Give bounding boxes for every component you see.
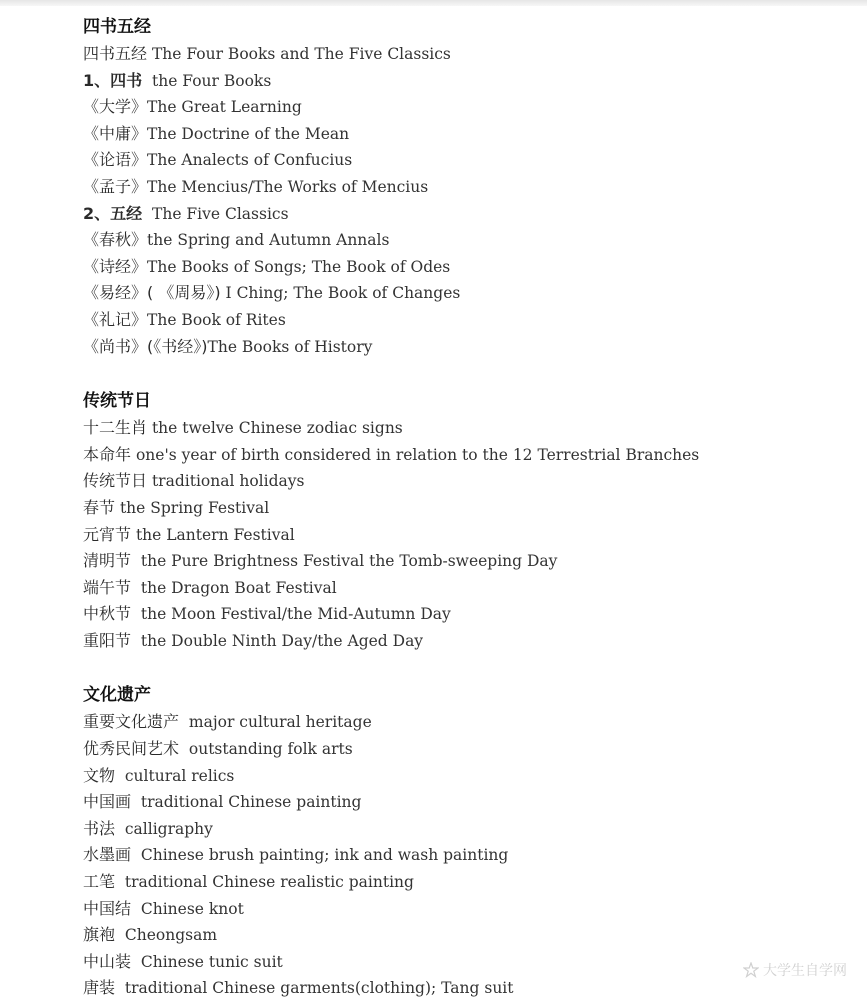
list-item	[83, 94, 843, 121]
entry-chinese: 《中庸》	[83, 123, 148, 143]
list-item	[83, 628, 843, 655]
entry-chinese: 清明节	[83, 551, 132, 571]
section-traditional-festivals	[83, 388, 843, 654]
list-item	[83, 334, 843, 361]
entry-english: the Spring and Autumn Annals	[147, 231, 390, 250]
top-divider	[0, 0, 867, 6]
entry-english: one's year of birth considered in relation to the 12 Terrestrial Branches	[135, 445, 700, 464]
entry-chinese: 旗袍	[83, 925, 116, 945]
list-item	[83, 174, 843, 201]
entry-chinese: 1、四书	[83, 70, 143, 90]
entry-english: the Moon Festival/the Mid-Autumn Day	[140, 605, 451, 624]
entry-chinese: 中国结	[83, 898, 132, 918]
entry-chinese: 《诗经》	[83, 256, 148, 276]
star-logo-icon	[743, 962, 759, 978]
entry-english: The Analects of Confucius	[147, 151, 353, 170]
entry-chinese: 《礼记》	[83, 309, 148, 329]
list-item	[83, 307, 843, 334]
section-cultural-heritage	[83, 682, 843, 1002]
list-item	[83, 709, 843, 736]
entry-chinese: 四书五经	[83, 44, 148, 63]
entry-english: the Dragon Boat Festival	[140, 578, 337, 597]
entry-english: Chinese tunic suit	[140, 952, 283, 971]
list-item	[83, 763, 843, 790]
entry-chinese: 《大学》	[83, 97, 148, 117]
entry-chinese: 重阳节	[83, 630, 132, 650]
entry-chinese: 中山装	[83, 951, 132, 971]
list-item	[83, 789, 843, 816]
entry-english: the Double Ninth Day/the Aged Day	[140, 631, 424, 650]
list-item	[83, 736, 843, 763]
entry-english: cultural relics	[124, 766, 235, 785]
entry-english: Chinese knot	[140, 899, 244, 918]
entry-chinese: 十二生肖	[83, 418, 148, 438]
entry-chinese: 本命年	[83, 444, 132, 464]
entry-english: the twelve Chinese zodiac signs	[151, 419, 403, 438]
entry-english: the Spring Festival	[119, 498, 270, 517]
entry-chinese: 元宵节	[83, 524, 132, 544]
list-item	[83, 147, 843, 174]
list-item	[83, 121, 843, 148]
entry-english: The Four Books and The Five Classics	[151, 45, 451, 63]
entry-english: Chinese brush painting; ink and wash painting	[140, 846, 509, 865]
entry-english: major cultural heritage	[188, 713, 372, 732]
entry-english: calligraphy	[124, 819, 213, 838]
list-item	[83, 227, 843, 254]
entry-chinese: 中秋节	[83, 604, 132, 624]
list-item	[83, 495, 843, 522]
entry-english: The Mencius/The Works of Mencius	[147, 177, 429, 196]
watermark-text: 大学生自学网	[763, 963, 847, 979]
section-title: 文化遗产	[83, 685, 151, 706]
section-four-books-five-classics	[83, 14, 843, 360]
entry-chinese: 《易经》( 《周易》)	[83, 283, 221, 303]
entry-chinese: 文物	[83, 765, 116, 785]
entry-english: traditional Chinese garments(clothing); Tang suit	[124, 979, 514, 998]
entry-english: The Five Classics	[152, 204, 289, 223]
section-title: 四书五经	[83, 17, 151, 37]
entry-chinese: 书法	[83, 818, 116, 838]
entry-english: traditional Chinese realistic painting	[124, 873, 414, 892]
entry-chinese: 唐装	[83, 978, 116, 998]
list-item	[83, 601, 843, 628]
list-item	[83, 975, 843, 1002]
entry-chinese: 春节	[83, 497, 116, 517]
list-item	[83, 442, 843, 469]
list-item	[83, 869, 843, 896]
entry-english: traditional holidays	[151, 472, 305, 491]
entry-english: I Ching; The Book of Changes	[225, 284, 461, 303]
list-item	[83, 280, 843, 307]
list-item	[83, 842, 843, 869]
section-gap	[83, 654, 843, 682]
entry-chinese: 《尚书》(《书经》)	[83, 336, 208, 356]
entry-english: The Great Learning	[147, 98, 302, 117]
entry-chinese: 端午节	[83, 577, 132, 597]
entry-chinese: 传统节日	[83, 471, 148, 491]
entry-chinese: 重要文化遗产	[83, 712, 180, 732]
list-item	[83, 41, 843, 68]
list-item	[83, 468, 843, 495]
entry-chinese: 《论语》	[83, 150, 148, 170]
entry-english: the Pure Brightness Festival the Tomb-sweeping Day	[140, 552, 558, 571]
entry-english: The Doctrine of the Mean	[147, 124, 350, 143]
list-item	[83, 548, 843, 575]
entry-english: traditional Chinese painting	[140, 793, 362, 812]
entry-chinese: 优秀民间艺术	[83, 739, 180, 759]
watermark	[743, 960, 847, 980]
list-item	[83, 68, 843, 95]
entry-english: the Four Books	[152, 71, 272, 90]
entry-chinese: 《孟子》	[83, 176, 148, 196]
entry-chinese: 《春秋》	[83, 230, 148, 250]
list-item	[83, 415, 843, 442]
entry-chinese: 中国画	[83, 792, 132, 812]
list-item	[83, 922, 843, 949]
document-body	[83, 14, 843, 1002]
entry-english: outstanding folk arts	[188, 740, 353, 759]
section-gap	[83, 360, 843, 388]
section-title: 传统节日	[83, 391, 151, 412]
entry-chinese: 水墨画	[83, 845, 132, 865]
entry-english: the Lantern Festival	[135, 525, 295, 544]
list-item	[83, 575, 843, 602]
entry-chinese: 工笔	[83, 872, 116, 892]
list-item	[83, 816, 843, 843]
entry-english: The Books of History	[207, 337, 373, 356]
entry-chinese: 2、五经	[83, 203, 143, 223]
list-item	[83, 254, 843, 281]
entry-english: Cheongsam	[124, 926, 218, 945]
entry-english: The Books of Songs; The Book of Odes	[147, 257, 451, 276]
list-item	[83, 522, 843, 549]
entry-english: The Book of Rites	[147, 310, 286, 329]
list-item	[83, 896, 843, 923]
list-item	[83, 949, 843, 976]
list-item	[83, 201, 843, 228]
